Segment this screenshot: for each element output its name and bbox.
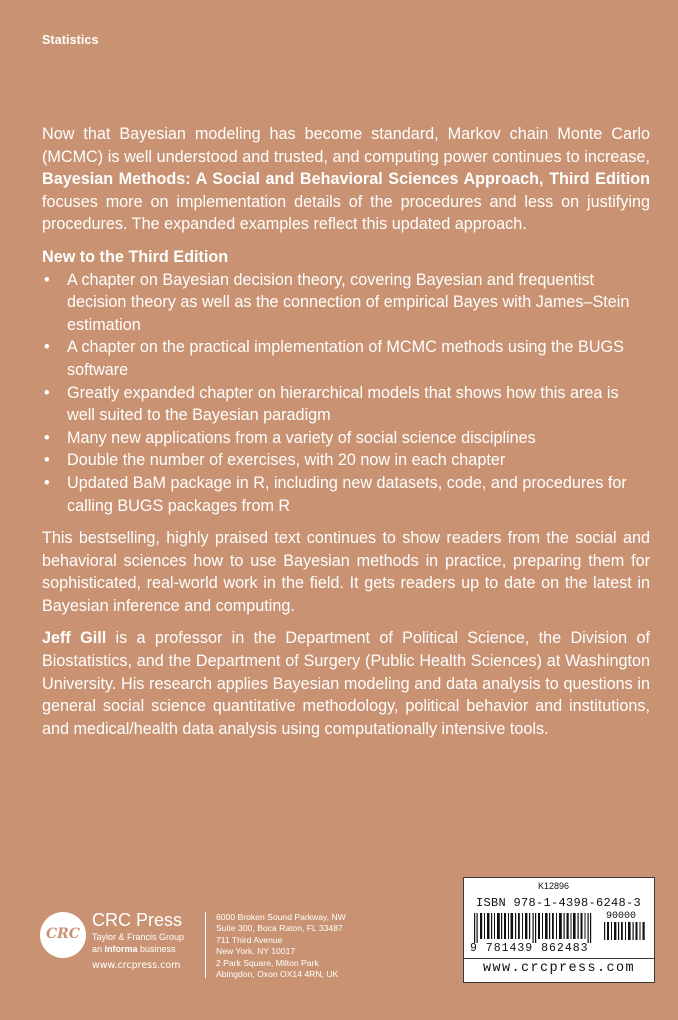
publisher-url: www.crcpress.com [92,960,181,971]
category-label: Statistics [42,33,99,47]
address-new-york: 711 Third Avenue New York, NY 10017 [216,935,296,956]
barcode-url: www.crcpress.com [464,958,654,976]
new-features-list [42,269,650,518]
list-item: • Greatly expanded chapter on hierarchical models that shows how this area is well suited to the Bayesian paradigm [44,383,619,425]
list-item: • Double the number of exercises, with 20 now in each chapter [42,449,650,472]
address-uk: 2 Park Square, Milton Park Abingdon, Oxon OX14 4RN, UK [216,958,339,979]
bullet-icon: • [44,451,50,470]
bullet-icon: • [44,270,50,289]
intro-part2: focuses more on implementation details of the procedures and less on justifying procedures. The expanded examples reflect this updated approach. [42,192,650,234]
intro-paragraph [42,123,650,236]
list-item: • Many new applications from a variety of social science disciplines [42,427,650,450]
list-item: • A chapter on Bayesian decision theory, covering Bayesian and frequentist decision theory as well as the connection of empirical Bayes with James–Stein estimation [44,270,630,334]
publisher-group: Taylor & Francis Group [92,932,185,942]
publisher-addresses [216,912,346,981]
author-name: Jeff Gill [42,629,107,648]
publisher-logo [40,908,215,978]
isbn-label: ISBN 978-1-4398-6248-3 [476,896,642,910]
author-bio: is a professor in the Department of Political Science, the Division of Biostatistics, and the Department of Surgery (Public Health Sciences) at Washington University. His research applies Bayesian modeling and data analysis to questions in general social science quantitative methodology, political behavior and institutions, and medical/health data analysis using computationally intensive tools. [42,629,650,738]
address-florida: 6000 Broken Sound Parkway, NW Suite 300, Boca Raton, FL 33487 [216,912,346,933]
bullet-icon: • [44,338,50,357]
list-item: • A chapter on the practical implementation of MCMC methods using the BUGS software [44,338,624,379]
book-title: Bayesian Methods: A Social and Behavioral Sciences Approach, Third Edition [42,170,650,189]
divider [205,912,206,978]
new-section-heading: New to the Third Edition [42,247,229,266]
bullet-icon: • [44,473,50,492]
bullet-icon: • [44,428,50,447]
crc-logo-icon [40,912,86,958]
barcode-panel [463,877,655,983]
crc-logo-text: CRC [46,926,80,942]
intro-part1: Now that Bayesian modeling has become standard, Markov chain Monte Carlo (MCMC) is well understood and trusted, and computing power continues to increase, [42,125,650,166]
list-item: • Updated BaM package in R, including new datasets, code, and procedures for calling BUGS packages from R [44,473,627,515]
publisher-name: CRC Press [92,910,183,930]
bullet-icon: • [44,383,50,402]
barcode-addon-bars [604,922,646,940]
author-paragraph [42,627,650,740]
product-code: K12896 [538,881,570,891]
barcode-bars [474,913,596,943]
summary-paragraph: This bestselling, highly praised text continues to show readers from the social and behavioral sciences how to use Bayesian methods in practice, preparing them for sophisticated, real-world work in the field. It gets readers up to date on the latest in Bayesian inference and computing. [42,529,650,615]
barcode-digits: 9 781439 862483 [470,942,589,955]
publisher-business: an informa business [92,944,176,954]
price-code: 90000 [606,911,637,922]
back-cover-text [42,123,650,740]
